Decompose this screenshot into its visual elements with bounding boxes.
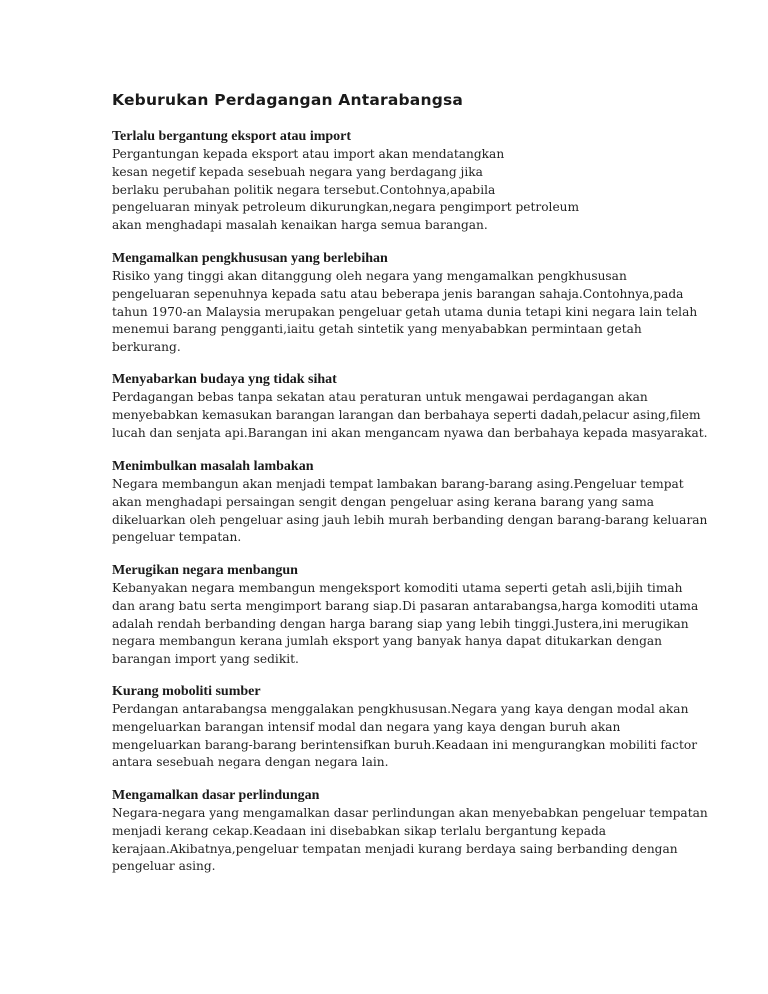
section-heading: Merugikan negara menbangun xyxy=(112,563,298,578)
section-pengkhususan xyxy=(112,250,712,357)
section-heading: Mengamalkan pengkhususan yang berlebihan xyxy=(112,251,388,266)
body-line: pengeluar tempatan. xyxy=(112,530,242,545)
body-line: pengeluaran sepenuhnya kepada satu atau beberapa jenis barangan sahaja.Contohnya,pada xyxy=(112,286,684,301)
body-line: lucah dan senjata api.Barangan ini akan mengancam nyawa dan berbahaya kepada masyarakat. xyxy=(112,425,708,440)
section-body xyxy=(112,268,712,357)
section-body xyxy=(112,389,712,442)
body-line: pengeluar asing. xyxy=(112,859,216,874)
section-body xyxy=(112,805,712,876)
section-body xyxy=(112,580,712,669)
body-line: dikeluarkan oleh pengeluar asing jauh lebih murah berbanding dengan barang-barang keluaran xyxy=(112,512,708,527)
body-line: Pergantungan kepada eksport atau import akan mendatangkan xyxy=(112,147,505,161)
section-heading: Menimbulkan masalah lambakan xyxy=(112,459,314,474)
section-heading: Mengamalkan dasar perlindungan xyxy=(112,788,320,803)
body-line: mengeluarkan barangan intensif modal dan negara yang kaya dengan buruh akan xyxy=(112,719,621,734)
body-line: kesan negetif kepada sesebuah negara yang berdagang jika xyxy=(112,164,483,179)
body-line: Kebanyakan negara membangun mengeksport komoditi utama seperti getah asli,bijih timah xyxy=(112,581,683,595)
body-line: kerajaan.Akibatnya,pengeluar tempatan menjadi kurang berdaya saing berbanding dengan xyxy=(112,841,678,856)
body-line: antara sesebuah negara dengan negara lain. xyxy=(112,755,389,770)
section-mobiliti xyxy=(112,683,712,772)
body-line: negara membangun kerana jumlah eksport yang banyak hanya dapat ditukarkan dengan xyxy=(112,634,663,649)
section-heading: Terlalu bergantung eksport atau import xyxy=(112,129,352,144)
body-line: akan menghadapi masalah kenaikan harga semua barangan. xyxy=(112,218,488,233)
body-line: Risiko yang tinggi akan ditanggung oleh negara yang mengamalkan pengkhususan xyxy=(112,269,627,283)
body-line: menemui barang pengganti,iaitu getah sintetik yang menyababkan permintaan getah xyxy=(112,322,642,337)
body-line: mengeluarkan barang-barang berintensifkan buruh.Keadaan ini mengurangkan mobiliti factor xyxy=(112,737,698,752)
body-line: berlaku perubahan politik negara tersebut.Contohnya,apabila xyxy=(112,182,496,197)
section-negara-membangun xyxy=(112,562,712,669)
body-line: dan arang batu serta mengimport barang siap.Di pasaran antarabangsa,harga komoditi utama xyxy=(112,598,699,613)
document-title: Keburukan Perdagangan Antarabangsa xyxy=(112,91,464,109)
body-line: menyebabkan kemasukan barangan larangan dan berbahaya seperti dadah,pelacur asing,filem xyxy=(112,407,701,422)
section-eksport-import xyxy=(112,128,712,235)
body-line: akan menghadapi persaingan sengit dengan pengeluar asing kerana barang yang sama xyxy=(112,494,655,509)
section-body xyxy=(112,701,712,772)
body-line: tahun 1970-an Malaysia merupakan pengeluar getah utama dunia tetapi kini negara lain telah xyxy=(112,304,698,319)
body-line: barangan import yang sedikit. xyxy=(112,652,299,667)
body-line: adalah rendah berbanding dengan harga barang siap yang lebih tinggi.Justera,ini merugikan xyxy=(112,616,689,631)
body-line: berkurang. xyxy=(112,340,181,355)
section-lambakan xyxy=(112,458,712,547)
body-line: Negara-negara yang mengamalkan dasar perlindungan akan menyebabkan pengeluar tempatan xyxy=(112,806,708,820)
body-line: pengeluaran minyak petroleum dikurungkan,negara pengimport petroleum xyxy=(112,200,580,215)
section-heading: Menyabarkan budaya yng tidak sihat xyxy=(112,372,337,387)
section-heading: Kurang moboliti sumber xyxy=(112,684,261,699)
section-perlindungan xyxy=(112,787,712,876)
section-body xyxy=(112,476,712,547)
section-body xyxy=(112,146,712,235)
body-line: Perdagangan bebas tanpa sekatan atau peraturan untuk mengawai perdagangan akan xyxy=(112,390,648,404)
body-line: Negara membangun akan menjadi tempat lambakan barang-barang asing.Pengeluar tempat xyxy=(112,477,684,491)
body-line: menjadi kerang cekap.Keadaan ini disebabkan sikap terlalu bergantung kepada xyxy=(112,823,607,838)
section-budaya xyxy=(112,371,712,442)
body-line: Perdangan antarabangsa menggalakan pengkhususan.Negara yang kaya dengan modal akan xyxy=(112,702,689,716)
